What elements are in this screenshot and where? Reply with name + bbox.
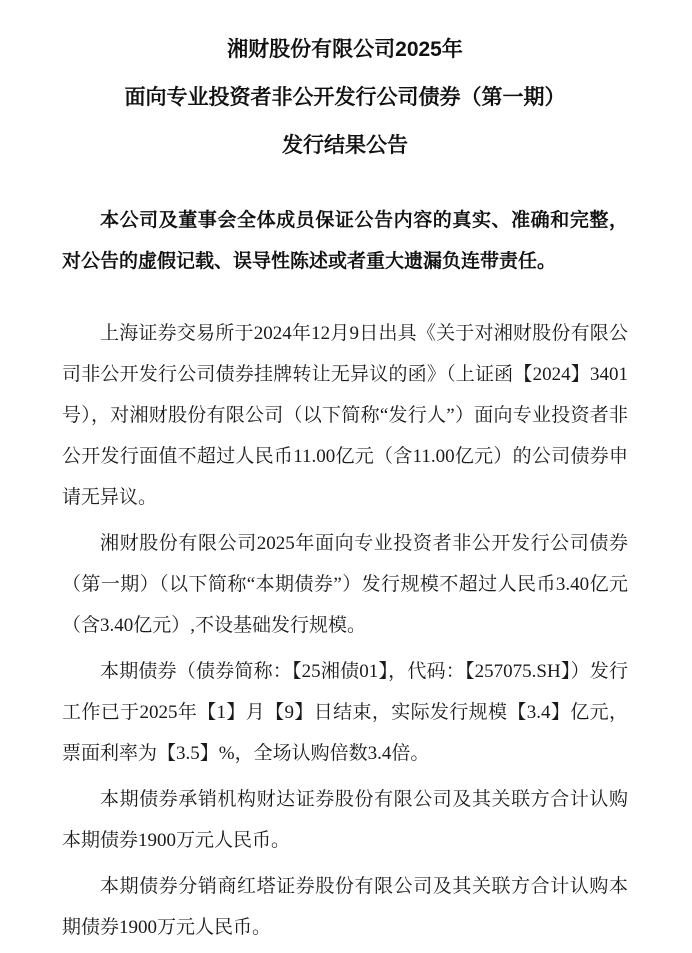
document-title [62,26,628,170]
paragraph-issue-result: 本期债券（债券简称：【25湘债01】，代码：【257075.SH】）发行工作已于2025年【1】月【9】日结束，实际发行规模【3.4】亿元，票面利率为【3.5】%，全场认购倍数3.4倍。 [62,661,628,764]
paragraph-issue-scale: 湘财股份有限公司2025年面向专业投资者非公开发行公司债券（第一期）（以下简称“本期债券”）发行规模不超过人民币3.40亿元（含3.40亿元）,不设基础发行规模。 [62,533,628,636]
paragraph-sse-no-objection-letter: 上海证券交易所于2024年12月9日出具《关于对湘财股份有限公司非公开发行公司债券挂牌转让无异议的函》（上证函【2024】3401号），对湘财股份有限公司（以下简称“发行人”）面向专业投资者非公开发行面值不超过人民币11.00亿元（含11.00亿元）的公司债券申请无异议。 [62,323,628,508]
paragraph-distributor-subscription: 本期债券分销商红塔证券股份有限公司及其关联方合计认购本期债券1900万元人民币。 [62,876,628,938]
title-line-bond-name: 面向专业投资者非公开发行公司债券（第一期） [124,86,566,109]
title-line-announcement-type: 发行结果公告 [282,134,408,157]
board-declaration-paragraph: 本公司及董事会全体成员保证公告内容的真实、准确和完整，对公告的虚假记载、误导性陈述或者重大遗漏负连带责任。 [62,210,628,272]
paragraph-underwriter-subscription: 本期债券承销机构财达证券股份有限公司及其关联方合计认购本期债券1900万元人民币。 [62,789,628,851]
title-line-company-year: 湘财股份有限公司2025年 [227,38,463,61]
